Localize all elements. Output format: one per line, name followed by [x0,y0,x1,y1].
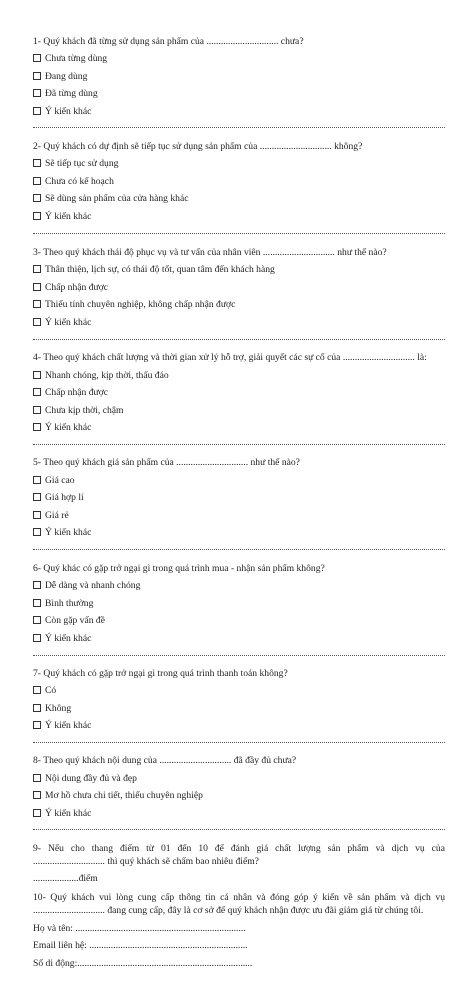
checkbox-icon[interactable] [33,599,41,607]
question-2: 2- Quý khách có dự định sẽ tiếp tục sử dụng sản phẩm của .............................. không? [33,141,363,152]
checkbox-icon[interactable] [33,476,41,484]
option[interactable]: Ý kiến khác [33,527,91,539]
option[interactable]: Ý kiến khác [33,720,91,732]
checkbox-icon[interactable] [33,89,41,97]
checkbox-icon[interactable] [33,212,41,220]
option[interactable]: Sẽ tiếp tục sử dụng [33,158,118,170]
option[interactable]: Chưa kịp thời, chậm [33,405,123,417]
checkbox-icon[interactable] [33,406,41,414]
option[interactable]: Dễ dàng và nhanh chóng [33,580,140,592]
question-4: 4- Theo quý khách chất lượng và thời gian xử lý hỗ trợ, giải quyết các sự cố của .............................. là: [33,352,427,363]
option[interactable]: Chấp nhận được [33,387,108,399]
question-10-line-2: .............................. đang cung cấp, đây là cơ sở để quý khách nhận được ưu đãi giảm giá từ chúng tôi. [33,905,424,916]
score-field[interactable]: ...................điểm [33,873,98,884]
checkbox-icon[interactable] [33,809,41,817]
answer-line[interactable] [33,339,445,340]
email-field[interactable]: Email liên hệ: .................................................................. [33,940,248,951]
checkbox-icon[interactable] [33,528,41,536]
question-6: 6- Quý khác có gặp trở ngại gì trong quá trình mua - nhận sản phẩm không? [33,563,325,574]
checkbox-icon[interactable] [33,634,41,642]
option[interactable]: Mơ hồ chưa chi tiết, thiếu chuyên nghiệp [33,790,203,802]
option[interactable]: Ý kiến khác [33,422,91,434]
option[interactable]: Đã từng dùng [33,88,98,100]
checkbox-icon[interactable] [33,371,41,379]
option[interactable]: Không [33,703,71,715]
question-5: 5- Theo quý khách giá sản phẩm của .............................. như thế nào? [33,457,300,468]
option[interactable]: Chấp nhận được [33,282,108,294]
checkbox-icon[interactable] [33,493,41,501]
checkbox-icon[interactable] [33,704,41,712]
option[interactable]: Ý kiến khác [33,211,91,223]
checkbox-icon[interactable] [33,283,41,291]
answer-line[interactable] [33,127,445,128]
name-field[interactable]: Họ và tên: ....................................................................... [33,923,246,934]
answer-line[interactable] [33,444,445,445]
checkbox-icon[interactable] [33,423,41,431]
checkbox-icon[interactable] [33,107,41,115]
phone-field[interactable]: Số di động:......................................................................... [33,958,253,969]
question-3: 3- Theo quý khách thái độ phục vụ và tư vấn của nhân viên .............................. như thế nào? [33,247,387,258]
checkbox-icon[interactable] [33,774,41,782]
option[interactable]: Chưa có kế hoạch [33,176,114,188]
question-7: 7- Quý khách có gặp trở ngại gì trong quá trình thanh toán không? [33,668,288,679]
checkbox-icon[interactable] [33,616,41,624]
question-9-line-2: .............................. thì quý khách sẽ chấm bao nhiêu điểm? [33,856,259,867]
checkbox-icon[interactable] [33,159,41,167]
option[interactable]: Nhanh chóng, kịp thời, thấu đáo [33,370,169,382]
checkbox-icon[interactable] [33,194,41,202]
option[interactable]: Giá rẻ [33,510,69,522]
checkbox-icon[interactable] [33,177,41,185]
option[interactable]: Ý kiến khác [33,317,91,329]
checkbox-icon[interactable] [33,265,41,273]
checkbox-icon[interactable] [33,54,41,62]
option[interactable]: Giá cao [33,475,75,487]
answer-line[interactable] [33,742,445,743]
answer-line[interactable] [33,655,445,656]
answer-line[interactable] [33,549,445,550]
checkbox-icon[interactable] [33,72,41,80]
answer-line[interactable] [33,829,445,830]
answer-line[interactable] [33,233,445,234]
option[interactable]: Đang dùng [33,71,87,83]
option[interactable]: Còn gặp vấn đề [33,615,105,627]
option[interactable]: Có [33,685,56,697]
checkbox-icon[interactable] [33,791,41,799]
option[interactable]: Ý kiến khác [33,808,91,820]
option[interactable]: Nội dung đầy đủ và đẹp [33,773,137,785]
checkbox-icon[interactable] [33,318,41,326]
option[interactable]: Thân thiện, lịch sự, có thái độ tốt, quan tâm đến khách hàng [33,264,275,276]
option[interactable]: Thiếu tính chuyên nghiệp, không chấp nhận được [33,299,235,311]
question-8: 8- Theo quý khách nội dung của .............................. đã đầy đủ chưa? [33,755,297,766]
checkbox-icon[interactable] [33,511,41,519]
question-9-line-1: 9- Nếu cho thang điểm từ 01 đến 10 để đánh giá chất lượng sản phẩm và dịch vụ của [33,843,445,854]
checkbox-icon[interactable] [33,686,41,694]
option[interactable]: Ý kiến khác [33,106,91,118]
checkbox-icon[interactable] [33,581,41,589]
option[interactable]: Sẽ dùng sản phẩm của cửa hàng khác [33,193,188,205]
checkbox-icon[interactable] [33,300,41,308]
option[interactable]: Bình thường [33,598,93,610]
question-1: 1- Quý khách đã từng sử dụng sản phẩm của .............................. chưa? [33,36,304,47]
option[interactable]: Chưa từng dùng [33,53,107,65]
option[interactable]: Giá hợp lí [33,492,84,504]
checkbox-icon[interactable] [33,721,41,729]
option[interactable]: Ý kiến khác [33,633,91,645]
checkbox-icon[interactable] [33,388,41,396]
question-10-line-1: 10- Quý khách vui lòng cung cấp thông tin cá nhân và đóng góp ý kiến về sản phẩm và dịch vụ [33,892,445,903]
